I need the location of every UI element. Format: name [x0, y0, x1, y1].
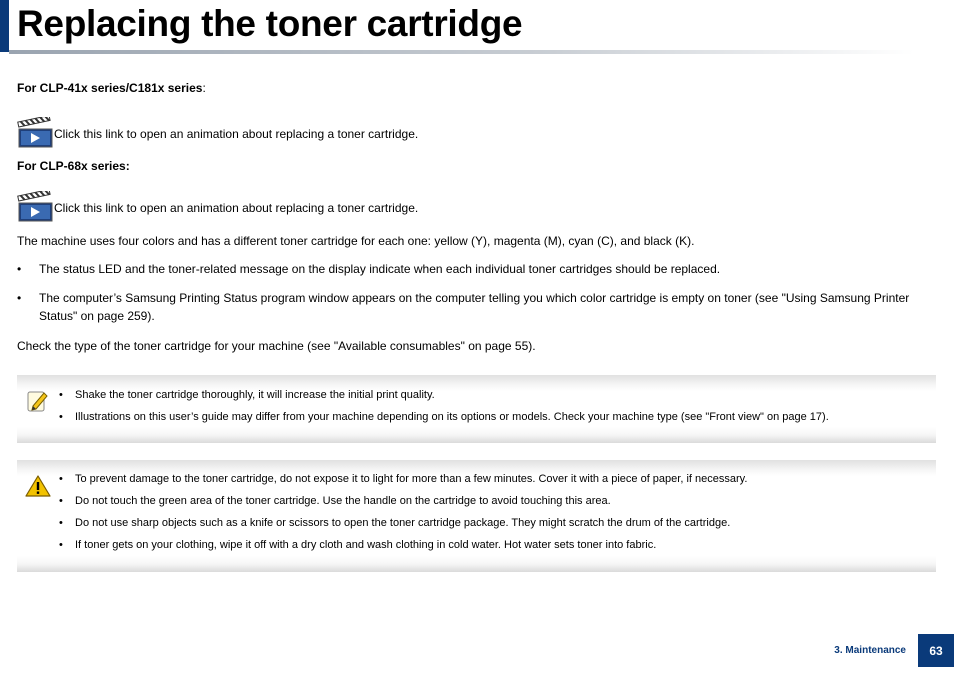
warning-icon	[25, 474, 51, 498]
clapperboard-icon	[17, 191, 53, 223]
note-box	[17, 375, 936, 443]
section1-heading-line	[17, 79, 206, 97]
title-accent-bar	[0, 0, 9, 52]
list-item: • Shake the toner cartridge thoroughly, it will increase the initial print quality.	[59, 387, 926, 403]
title-underline	[9, 50, 914, 54]
list-item: • Do not use sharp objects such as a knife or scissors to open the toner cartridge package. They might scratch the drum of the cartridge.	[59, 515, 926, 531]
info-bullet-list	[17, 260, 932, 325]
caution-list	[59, 471, 926, 559]
note-list	[59, 387, 926, 431]
animation-link-1[interactable]	[17, 117, 418, 149]
animation-link-1-text[interactable]: Click this link to open an animation about replacing a toner cartridge.	[54, 127, 419, 141]
section1-heading: For CLP-41x series/C181x series	[17, 81, 203, 95]
footer-section-label: 3. Maintenance	[834, 645, 906, 656]
intro-paragraph: The machine uses four colors and has a different toner cartridge for each one: yellow (Y), magenta (M), cyan (C), and black (K).	[17, 234, 695, 248]
list-item: • If toner gets on your clothing, wipe it off with a dry cloth and wash clothing in cold water. Hot water sets toner into fabric.	[59, 537, 926, 553]
animation-link-2[interactable]	[17, 191, 418, 223]
clapperboard-icon	[17, 117, 53, 149]
list-item: • To prevent damage to the toner cartridge, do not expose it to light for more than a few minutes. Cover it with a piece of paper, if necessary.	[59, 471, 926, 487]
list-item: • The status LED and the toner-related message on the display indicate when each individual toner cartridges should be replaced.	[17, 260, 932, 278]
note-pencil-icon	[25, 388, 49, 414]
section2-heading: For CLP-68x series:	[17, 159, 130, 173]
list-item: • Illustrations on this user’s guide may differ from your machine depending on its options or models. Check your machine type (see "Front view" on page 17).	[59, 409, 926, 425]
caution-box	[17, 460, 936, 572]
page-title: Replacing the toner cartridge	[17, 3, 523, 44]
section1-heading-colon: :	[202, 81, 206, 95]
page-number: 63	[918, 634, 954, 667]
animation-link-2-text[interactable]: Click this link to open an animation about replacing a toner cartridge.	[54, 201, 419, 215]
check-type-paragraph: Check the type of the toner cartridge for your machine (see "Available consumables" on page 55).	[17, 339, 536, 353]
list-item: • The computer’s Samsung Printing Status program window appears on the computer telling you which color cartridge is empty on toner (see "Using Samsung Printer Status" on page 259).	[17, 289, 932, 325]
list-item: • Do not touch the green area of the toner cartridge. Use the handle on the cartridge to avoid touching this area.	[59, 493, 926, 509]
